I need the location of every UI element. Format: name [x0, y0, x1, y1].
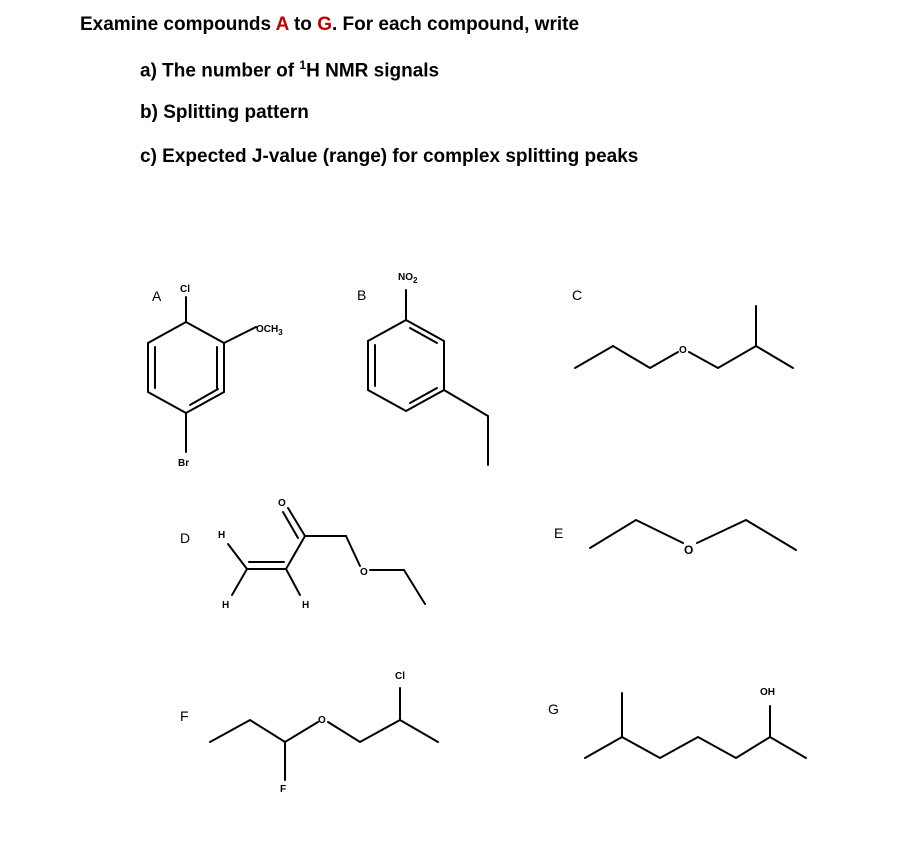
atom-och3: $OCH_3$ — [256, 324, 283, 337]
label-a: A — [152, 288, 162, 304]
label-g: G — [548, 701, 559, 717]
label-e: E — [554, 525, 564, 541]
atom-cl: Cl — [395, 671, 405, 682]
compound-e — [554, 520, 796, 557]
item-a: a) The number of $^1$H NMR signals — [140, 58, 440, 82]
item-b: b) Splitting pattern — [140, 102, 309, 123]
atom-cl: Cl — [180, 284, 190, 295]
compound-f — [180, 671, 438, 795]
question-title: Examine compounds A to G. For each compound, write — [80, 14, 580, 35]
atom-h-bottom-right: H — [302, 600, 310, 611]
label-b: B — [357, 287, 367, 303]
atom-o: O — [318, 715, 326, 726]
atom-br: Br — [178, 458, 190, 469]
compound-b — [357, 272, 488, 465]
compound-g — [548, 687, 806, 758]
atom-no2: $NO_2$ — [398, 272, 418, 285]
atom-oh: OH — [760, 687, 775, 698]
atom-o: O — [684, 543, 694, 557]
benzene-ring — [368, 320, 444, 411]
label-d: D — [180, 530, 191, 546]
compound-d — [180, 498, 425, 611]
compound-g-ref: G — [317, 14, 332, 35]
compound-a — [148, 284, 283, 469]
benzene-ring — [148, 322, 224, 413]
compound-c — [572, 287, 793, 368]
label-c: C — [572, 287, 583, 303]
atom-f: F — [280, 784, 287, 795]
item-c: c) Expected J-value (range) for complex splitting peaks — [140, 146, 639, 167]
compound-a-ref: A — [275, 14, 289, 35]
atom-o: O — [679, 345, 687, 356]
atom-h-top: H — [218, 530, 226, 541]
label-f: F — [180, 708, 189, 724]
atom-o-ester: O — [360, 567, 368, 578]
atom-o-carbonyl: O — [278, 498, 286, 509]
atom-h-bottom-left: H — [222, 600, 230, 611]
